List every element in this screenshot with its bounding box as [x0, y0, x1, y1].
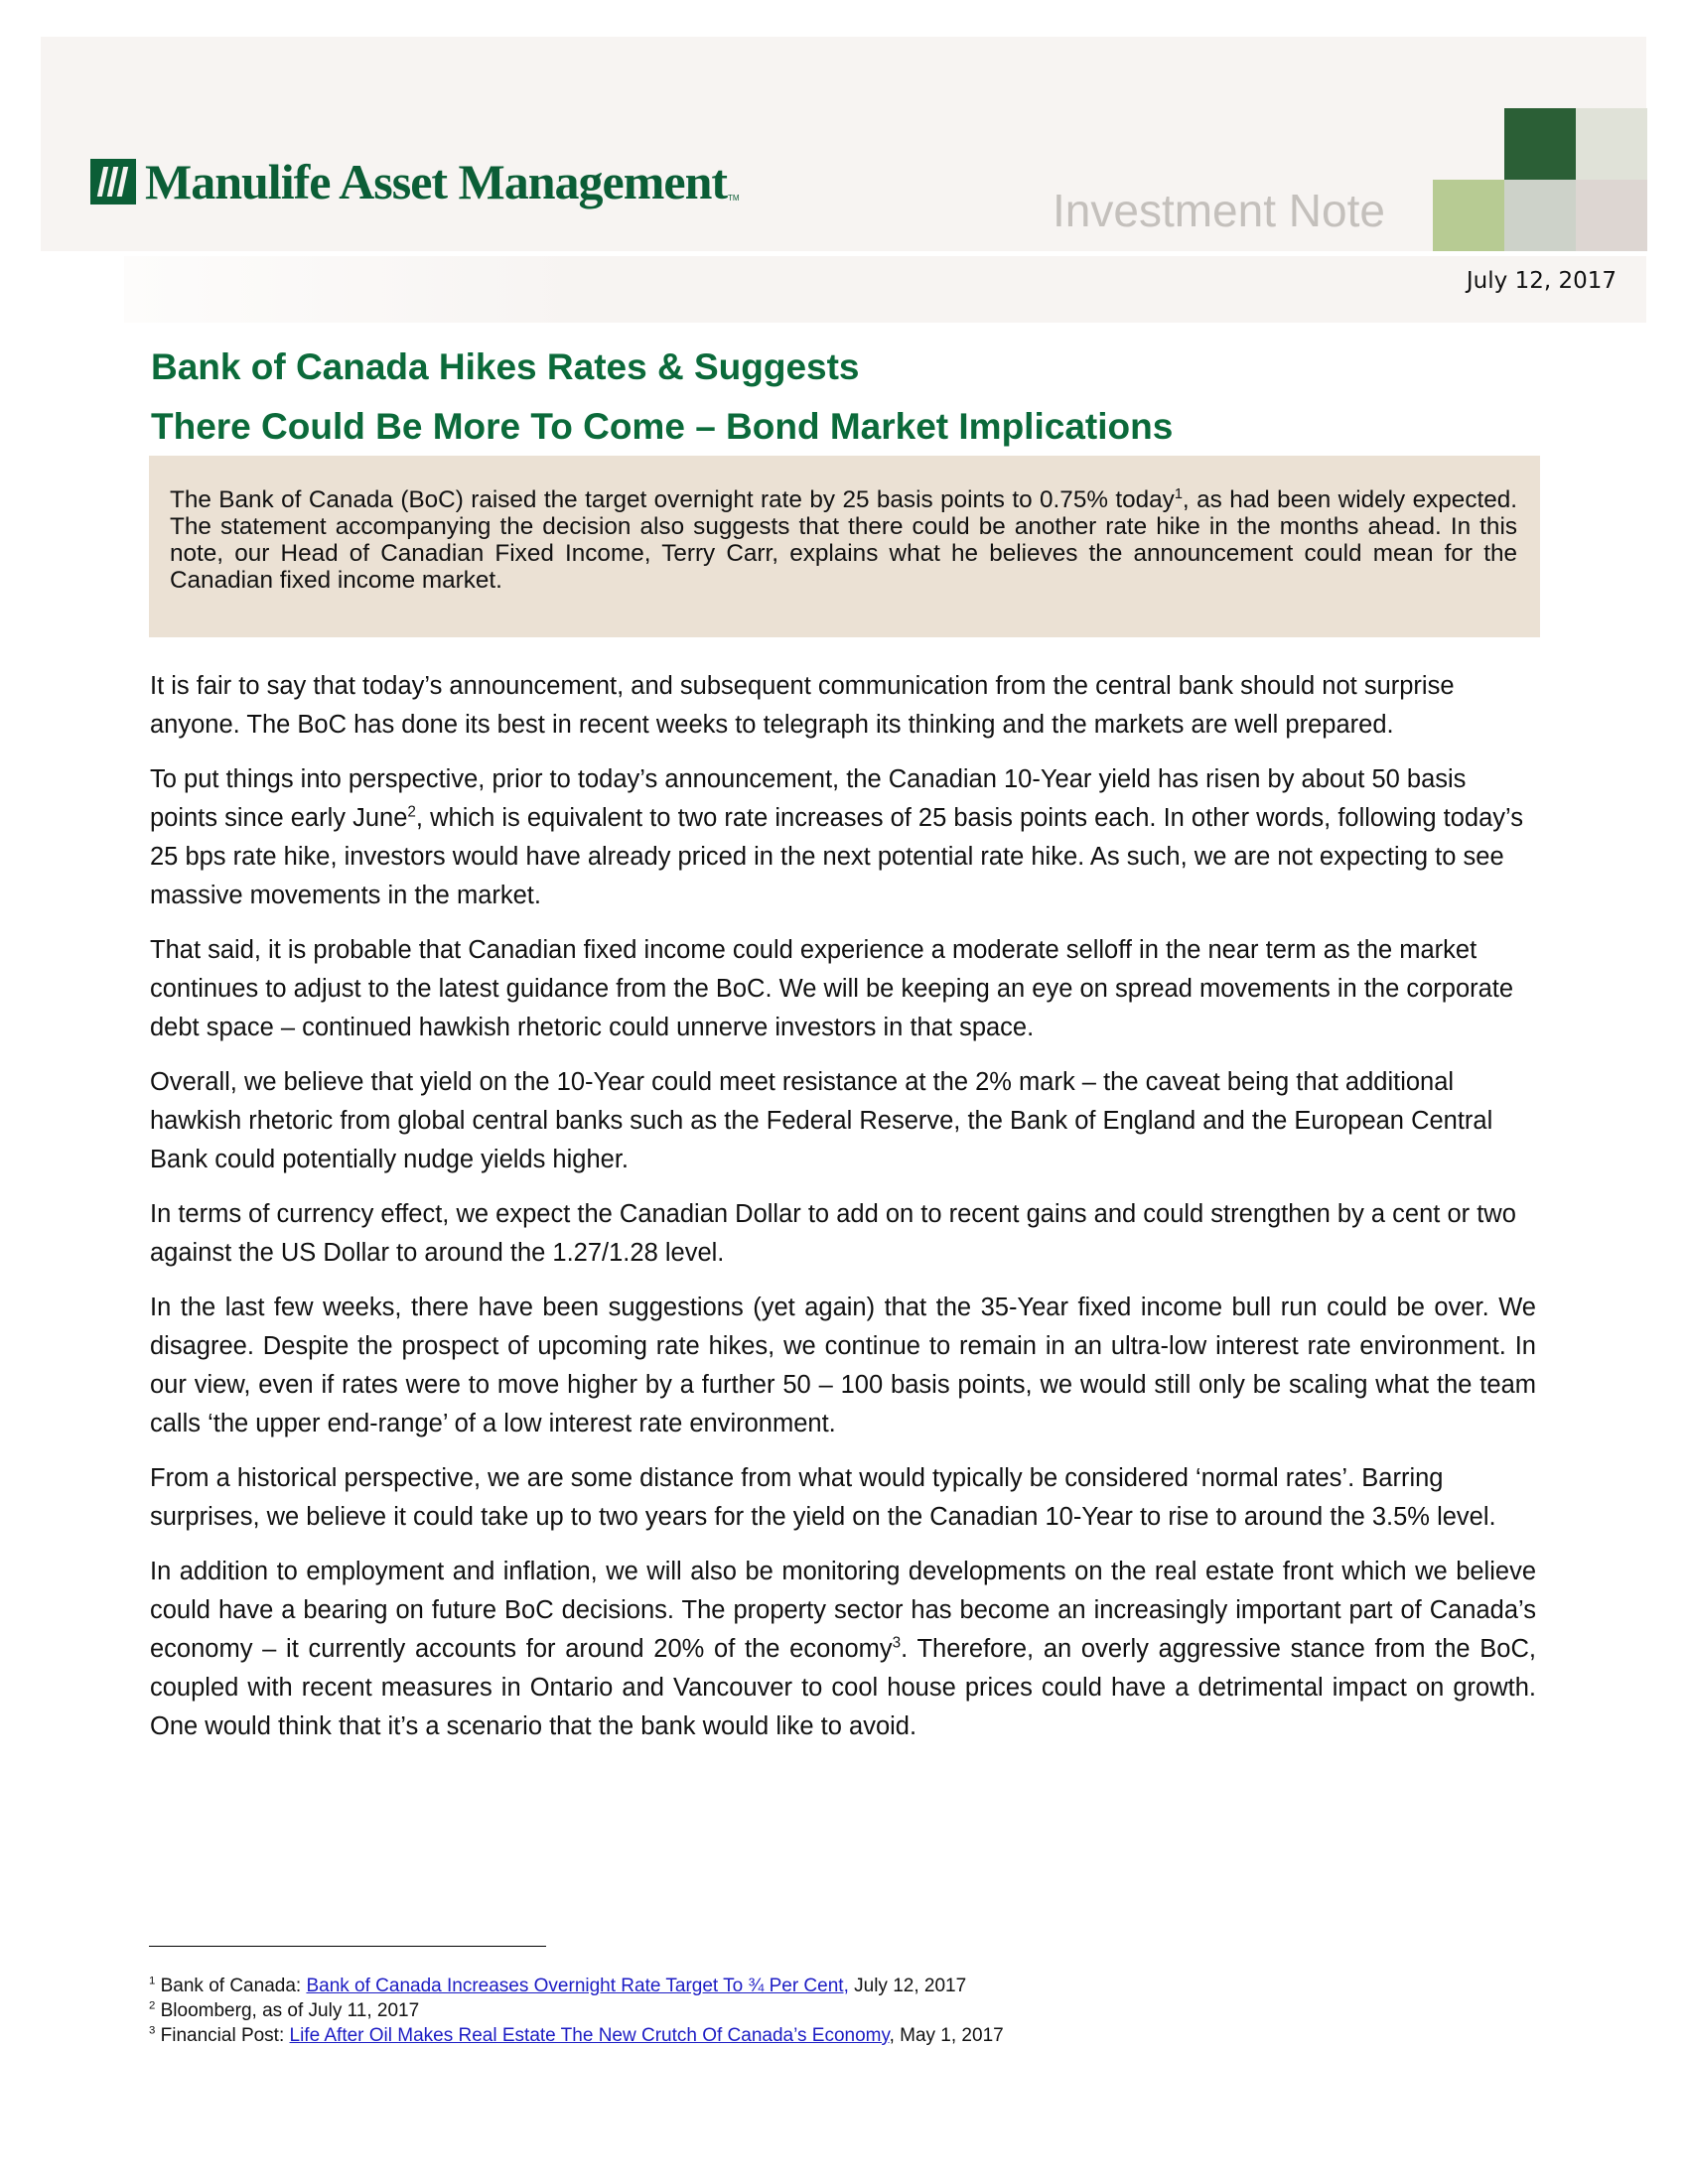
brand-name: Manulife Asset Management	[145, 154, 728, 209]
trademark-mark: TM	[728, 194, 740, 203]
footnote-ref-1[interactable]: 1	[1174, 485, 1183, 502]
paragraph-text-part: In addition to employment and inflation, we will also be monitoring developments on the real estate front which we believe could have a bearing on future BoC decisions. The property sector has become an increasingly important part of Canada’s economy – it currently accounts for around 20% of the economy	[150, 1558, 1536, 1663]
decor-square-dark-green	[1504, 108, 1576, 180]
footnote-1	[149, 1974, 1004, 1998]
footnote-divider	[149, 1946, 546, 1947]
brand-logo	[90, 154, 740, 209]
footnote-source: Bloomberg, as of July 11, 2017	[155, 2000, 420, 2021]
document-type-label: Investment Note	[1053, 185, 1385, 236]
paragraph-6: In the last few weeks, there have been suggestions (yet again) that the 35-Year fixed income bull run could be over. We disagree. Despite the prospect of upcoming rate hikes, we continue to remain in an ultra-low interest rate environment. In our view, even if rates were to move higher by a further 50 – 100 basis points, we would still only be scaling what the team calls ‘the upper end-range’ of a low interest rate environment.	[150, 1294, 1536, 1437]
paragraph-4: Overall, we believe that yield on the 10-Year could meet resistance at the 2% mark – the caveat being that additional hawkish rhetoric from global central banks such as the Federal Reserve, the Bank of England and the European Central Bank could potentially nudge yields higher.	[150, 1068, 1493, 1173]
footnote-link-financial-post[interactable]: Life After Oil Makes Real Estate The New Crutch Of Canada’s Economy	[289, 2025, 890, 2046]
paragraph-text-part: . Therefore, an overly aggressive stance from the BoC, coupled with recent measures in Ontario and Vancouver to cool house prices could have a detrimental impact on growth. One would think that it’s a scenario that the bank would like to avoid.	[150, 1635, 1536, 1740]
paragraph-8	[150, 1553, 1536, 1746]
decor-square-warm-gray	[1576, 180, 1647, 251]
paragraph-text-part: , which is equivalent to two rate increases of 25 basis points each. In other words, following today’s 25 bps rate hike, investors would have already priced in the next potential rate hike. As such, we are not expecting to see massive movements in the market.	[150, 804, 1523, 909]
paragraph-2	[150, 760, 1536, 915]
title-line-2: There Could Be More To Come – Bond Market Implications	[151, 406, 1174, 447]
footnote-date: , May 1, 2017	[889, 2025, 1004, 2046]
paragraph-3: That said, it is probable that Canadian fixed income could experience a moderate selloff in the near term as the market continues to adjust to the latest guidance from the BoC. We will be keeping an eye on spread movements in the corporate debt space – continued hawkish rhetoric could unnerve investors in that space.	[150, 936, 1514, 1041]
manulife-logo-icon	[90, 159, 136, 205]
footnote-number: 1	[149, 1975, 156, 1987]
footnote-2	[149, 1998, 1004, 2023]
abstract-text	[170, 486, 1517, 594]
decor-square-pale	[1576, 108, 1647, 180]
header-band	[41, 37, 1646, 251]
footnote-date: July 12, 2017	[848, 1976, 967, 1996]
paragraph-7: From a historical perspective, we are some distance from what would typically be considered ‘normal rates’. Barring surprises, we believe it could take up to two years for the yield on the Canadian 10-Year to rise to around the 3.5% level.	[150, 1464, 1496, 1531]
decor-square-gray	[1504, 180, 1576, 251]
date-band	[124, 256, 1646, 323]
footnotes	[149, 1974, 1004, 2048]
abstract-text-part: , as had been widely expected. The statement accompanying the decision also suggests that there could be another rate hike in the months ahead. In this note, our Head of Canadian Fixed Income, Terry Carr, explains what he believes the announcement could mean for the Canadian fixed income market.	[170, 486, 1517, 594]
footnote-3	[149, 2023, 1004, 2048]
paragraph-text-part: To put things into perspective, prior to today’s announcement, the Canadian 10-Year yield has risen by about 50 basis points since early June	[150, 765, 1467, 832]
footnote-source: Financial Post:	[155, 2025, 290, 2046]
paragraph-5: In terms of currency effect, we expect the Canadian Dollar to add on to recent gains and could strengthen by a cent or two against the US Dollar to around the 1.27/1.28 level.	[150, 1200, 1516, 1267]
article-body	[150, 667, 1536, 1762]
page-title	[151, 338, 1541, 457]
title-line-1: Bank of Canada Hikes Rates & Suggests	[151, 346, 860, 387]
abstract-text-part: The Bank of Canada (BoC) raised the target overnight rate by 25 basis points to 0.75% today	[170, 486, 1175, 513]
footnote-ref-2[interactable]: 2	[407, 803, 416, 821]
footnote-source: Bank of Canada:	[155, 1976, 307, 1996]
paragraph-1: It is fair to say that today’s announcement, and subsequent communication from the central bank should not surprise anyone. The BoC has done its best in recent weeks to telegraph its thinking and the markets are well prepared.	[150, 672, 1455, 739]
publication-date: July 12, 2017	[1466, 268, 1617, 294]
footnote-number: 2	[149, 1999, 156, 2012]
footnote-ref-3[interactable]: 3	[892, 1634, 902, 1652]
decor-square-light-green	[1433, 180, 1504, 251]
footnote-number: 3	[149, 2024, 156, 2037]
footnote-link-boc-release[interactable]: Bank of Canada Increases Overnight Rate Target To ¾ Per Cent,	[306, 1976, 849, 1996]
abstract-box	[149, 456, 1540, 637]
